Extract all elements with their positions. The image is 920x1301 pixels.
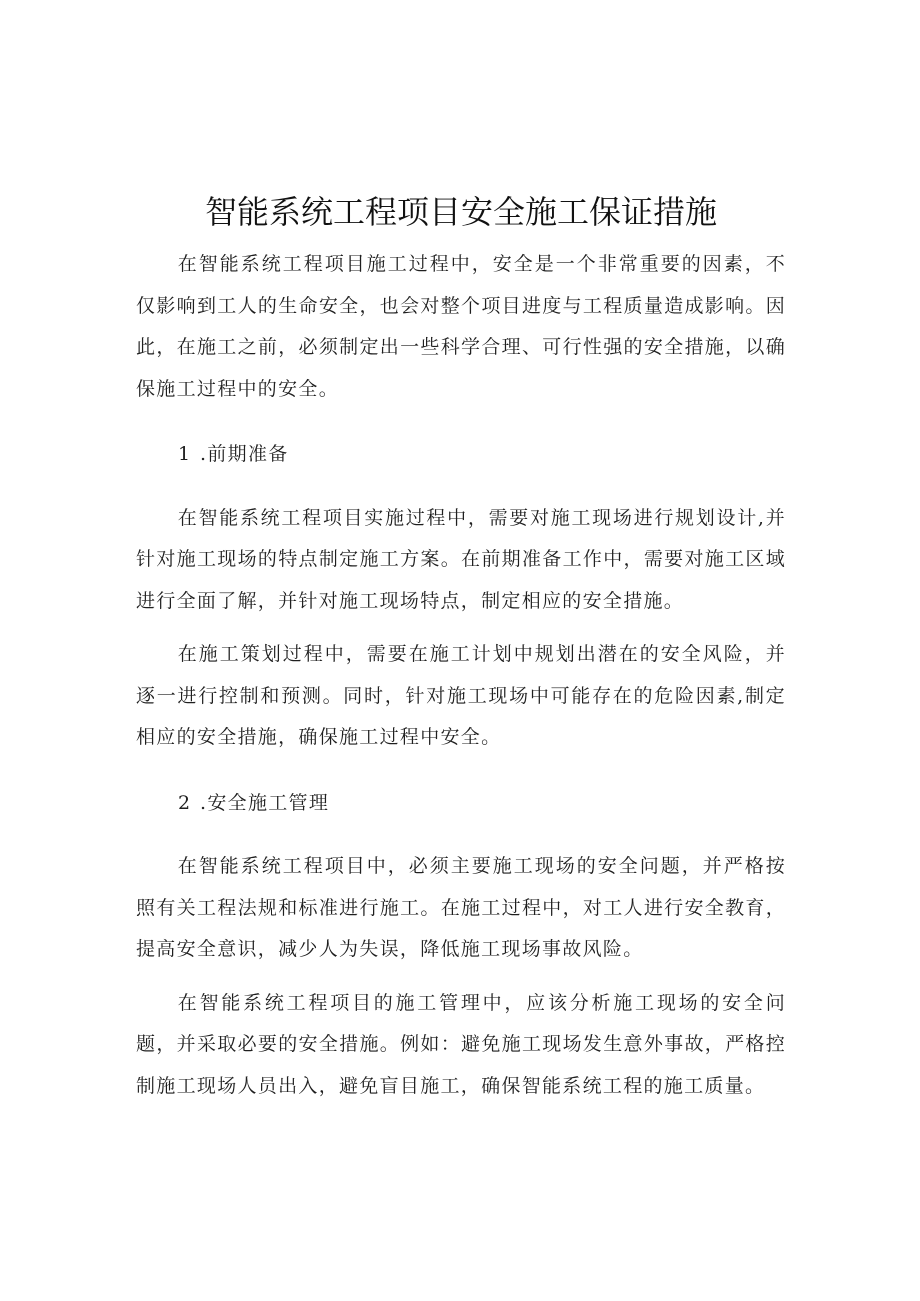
section-number: 1	[178, 443, 192, 465]
section-heading	[136, 434, 786, 476]
intro-paragraph: 在智能系统工程项目施工过程中，安全是一个非常重要的因素，不仅影响到工人的生命安全，也会对整个项目进度与工程质量造成影响。因此，在施工之前，必须制定出一些科学合理、可行性强的安全措施，以确保施工过程中的安全。	[136, 253, 786, 400]
section-paragraph: 在智能系统工程项目中，必须主要施工现场的安全问题，并严格按照有关工程法规和标准进行施工。在施工过程中，对工人进行安全教育，提高安全意识，减少人为失误，降低施工现场事故风险。	[136, 855, 786, 960]
section-heading-text: .安全施工管理	[200, 791, 330, 814]
section-heading-text: .前期准备	[200, 443, 289, 465]
section-preparation	[136, 434, 786, 759]
document-title: 智能系统工程项目安全施工保证措施	[204, 193, 717, 231]
section-safety-management	[136, 783, 786, 1108]
section-paragraph: 在施工策划过程中，需要在施工计划中规划出潜在的安全风险，并逐一进行控制和预测。同时，针对施工现场中可能存在的危险因素,制定相应的安全措施，确保施工过程中安全。	[136, 643, 786, 748]
section-paragraph: 在智能系统工程项目的施工管理中，应该分析施工现场的安全问题，并采取必要的安全措施。例如：避免施工现场发生意外事故，严格控制施工现场人员出入，避免盲目施工，确保智能系统工程的施工质量。	[136, 991, 786, 1097]
section-paragraph: 在智能系统工程项目实施过程中，需要对施工现场进行规划设计,并针对施工现场的特点制定施工方案。在前期准备工作中，需要对施工区域进行全面了解，并针对施工现场特点，制定相应的安全措施。	[136, 506, 786, 612]
document-body	[136, 186, 786, 1107]
section-heading	[136, 783, 786, 825]
section-number: 2	[178, 791, 192, 814]
